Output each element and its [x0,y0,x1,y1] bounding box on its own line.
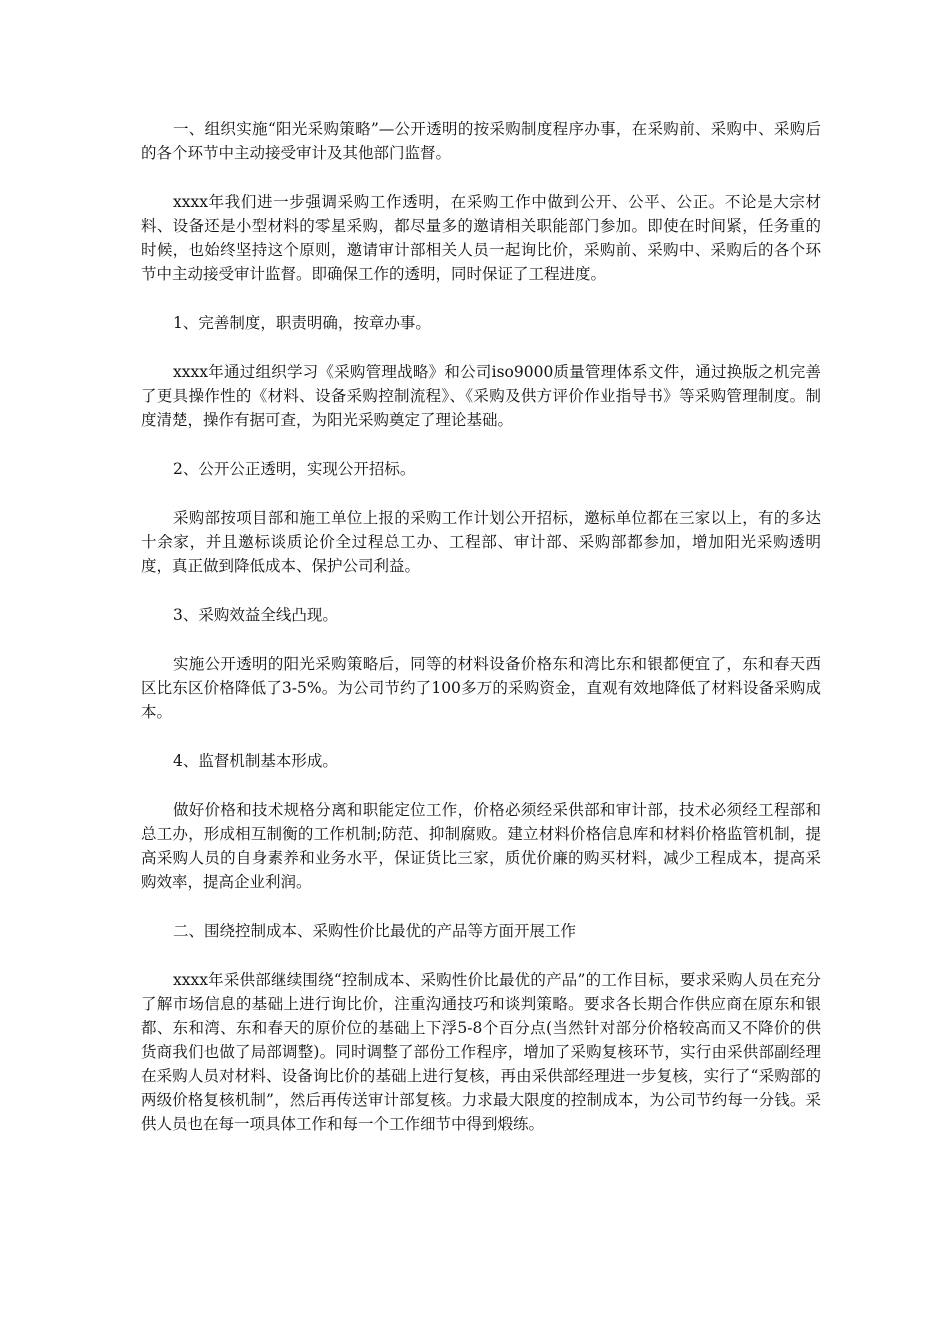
paragraph-section-one-heading: 一、组织实施“阳光采购策略”—公开透明的按采购制度程序办事，在采购前、采购中、采购后的各个环节中主动接受审计及其他部门监督。 [141,120,821,162]
paragraph-item-3-body: 实施公开透明的阳光采购策略后，同等的材料设备价格东和湾比东和银都便宜了，东和春天西区比东区价格降低了3-5%。为公司节约了100多万的采购资金，直观有效地降低了材料设备采购成本。 [141,655,821,721]
paragraph-transparency: xxxx年我们进一步强调采购工作透明，在采购工作中做到公开、公平、公正。不论是大宗材料、设备还是小型材料的零星采购，都尽量多的邀请相关职能部门参加。即使在时间紧，任务重的时候，也始终坚持这个原则，邀请审计部相关人员一起询比价，采购前、采购中、采购后的各个环节中主动接受审计监督。即确保工作的透明，同时保证了工程进度。 [141,193,821,283]
paragraph-item-3-heading: 3、采购效益全线凸现。 [173,606,338,624]
paragraph-section-two-body: xxxx年采供部继续围绕“控制成本、采购性价比最优的产品”的工作目标，要求采购人员在充分了解市场信息的基础上进行询比价，注重沟通技巧和谈判策略。要求各长期合作供应商在原东和银都、东和湾、东和春天的原价位的基础上下浮5-8个百分点(当然针对部分价格较高而又不降价的供货商我们也做了局部调整)。同时调整了部份工作程序，增加了采购复核环节，实行由采供部副经理在采购人员对材料、设备询比价的基础上进行复核，再由采供部经理进一步复核，实行了“采购部的两级价格复核机制”，然后再传送审计部复核。力求最大限度的控制成本，为公司节约每一分钱。采供人员也在每一项具体工作和每一个工作细节中得到煅练。 [141,971,821,1133]
paragraph-item-2-heading: 2、公开公正透明，实现公开招标。 [173,460,416,478]
paragraph-item-4-heading: 4、监督机制基本形成。 [173,752,338,770]
paragraph-item-4-body: 做好价格和技术规格分离和职能定位工作，价格必须经采供部和审计部，技术必须经工程部和总工办，形成相互制衡的工作机制;防范、抑制腐败。建立材料价格信息库和材料价格监管机制，提高采购人员的自身素养和业务水平，保证货比三家，质优价廉的购买材料，减少工程成本，提高采购效率，提高企业利润。 [141,801,821,891]
paragraph-item-1-heading: 1、完善制度，职责明确，按章办事。 [173,314,431,332]
paragraph-item-1-body: xxxx年通过组织学习《采购管理战略》和公司iso9000质量管理体系文件，通过换版之机完善了更具操作性的《材料、设备采购控制流程》、《采购及供方评价作业指导书》等采购管理制度。制度清楚，操作有据可查，为阳光采购奠定了理论基础。 [141,363,821,429]
paragraph-section-two-heading: 二、围绕控制成本、采购性价比最优的产品等方面开展工作 [173,922,577,940]
paragraph-item-2-body: 采购部按项目部和施工单位上报的采购工作计划公开招标，邀标单位都在三家以上，有的多达十余家，并且邀标谈质论价全过程总工办、工程部、审计部、采购部都参加，增加阳光采购透明度，真正做到降低成本、保护公司利益。 [141,509,821,575]
document-body [141,117,821,1161]
